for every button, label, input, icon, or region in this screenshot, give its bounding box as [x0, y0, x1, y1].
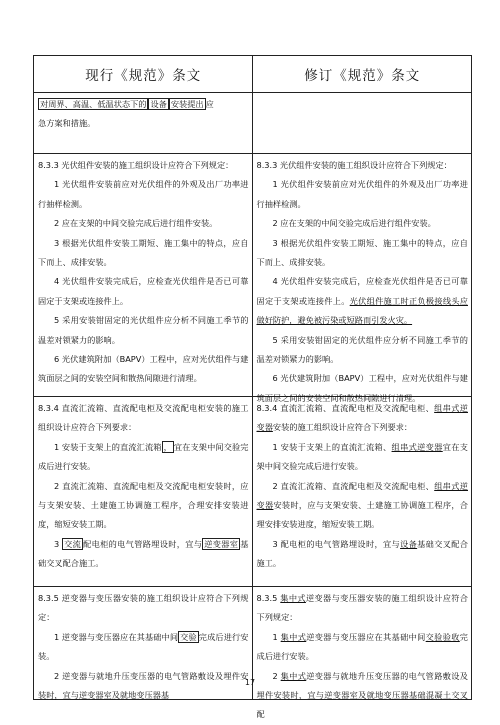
clause-paragraph — [38, 535, 249, 574]
clause-paragraph — [257, 477, 469, 535]
clause-text: 配电柜的电气管路埋设时，宜与 — [83, 538, 203, 549]
clause-text: 急方案和措施。 — [38, 118, 96, 129]
revised-text-underlined: 集中式 — [280, 593, 306, 603]
clause-paragraph — [38, 311, 249, 350]
clause-text: 安装时，应与支架安装、土建施工协调施工程序，合理安排安装进度，缩短安装工期。 — [256, 500, 468, 530]
clause-text: 5 采用安装钳固定的光伏组件应分析不同施工季节的温差对锁紧力的影响。 — [38, 315, 249, 345]
clause-text: 2 直流汇流箱、直流配电柜及交流配电柜、 — [272, 480, 435, 491]
clause-paragraph — [257, 272, 469, 330]
revised-text-underlined: 光伏组件施工时正负极接线头应做好防护，避免被污染或短路而引发火灾。 — [256, 295, 468, 326]
clause-text: 完成后进行安装。 — [256, 631, 468, 662]
clause-paragraph — [38, 156, 249, 175]
header-current-clause: 现行《规范》条文 — [34, 56, 253, 92]
clause-paragraph — [257, 667, 469, 725]
clause-text: 安装的施工组织设计应符合下列要求： — [272, 422, 413, 433]
clause-text: 宜在支架中间交验完成后进行安装。 — [38, 441, 249, 472]
clause-text: 8.3.5 — [256, 593, 281, 603]
clause-paragraph — [38, 477, 249, 535]
clause-paragraph — [38, 628, 249, 667]
clause-paragraph — [38, 589, 249, 628]
boxed-text: 交验 — [180, 631, 197, 642]
table-header-row — [34, 56, 471, 92]
clause-text: 4 光伏组件安装完成后，应检查光伏组件是否已可靠固定于支架或连接件上。 — [256, 276, 468, 306]
clause-text: 8.3.4 直流汇流箱、直流配电柜及交流配电柜、 — [256, 403, 435, 413]
clause-paragraph — [257, 628, 469, 667]
revised-clause-cell — [253, 93, 472, 153]
clause-paragraph — [257, 175, 469, 214]
clause-text: 3 配电柜的电气管路埋设时，宜与 — [272, 538, 401, 549]
clause-text: 2 逆变器与就地升压变压器的电气管路敷设及埋件安装时，宜与逆变器室及就地变压器基 — [38, 670, 249, 701]
boxed-text: 交流 — [64, 538, 82, 549]
clause-text: 2 — [272, 670, 281, 681]
clause-text: 逆变器与就地升压变压器的电气管路敷设及埋件安装时，宜与逆变器室及就地变压器基础混凝土交叉配 — [256, 670, 468, 720]
clause-paragraph — [257, 399, 469, 438]
clause-text: 5 采用安装钳固定的光伏组件应分析不同施工季节的温差对锁紧力的影响。 — [256, 334, 468, 365]
clause-text: 8.3.3 光伏组件安装的施工组织设计应符合下列规定： — [38, 160, 234, 170]
clause-text: 1 — [272, 631, 281, 642]
clause-paragraph — [257, 214, 469, 233]
clause-text: 2 直流汇流箱、直流配电柜及交流配电柜安装时，应与支架安装、土建施工协调施工程序，合理安排安装进度，缩短安装工期。 — [38, 480, 249, 530]
clause-paragraph — [257, 438, 469, 477]
clause-text: 基础交叉配合施工。 — [38, 538, 249, 569]
clause-text: 2 应在支架的中间交验完成后进行组件安装。 — [54, 218, 218, 229]
clause-text: 6 光伏建筑附加（BAPV）工程中，应对光伏组件与建筑面层之间的安装空间和散热间隙进行清理。 — [256, 373, 468, 403]
clause-paragraph — [38, 234, 249, 273]
table-row — [34, 153, 471, 403]
revised-clause-cell — [253, 397, 472, 586]
current-clause-cell — [34, 397, 253, 586]
revised-text-underlined: 组串式逆变器 — [256, 403, 468, 433]
clause-text: 1 光伏组件安装前应对光伏组件的外观及出厂功率进行抽样检测。 — [38, 179, 249, 209]
revised-text-underlined: 集中式 — [280, 670, 307, 681]
clause-text: 1 光伏组件安装前应对光伏组件的外观及出厂功率进行抽样检测。 — [256, 179, 468, 209]
clause-text: 宜在支架中间交验完成后进行安装。 — [256, 441, 468, 472]
clause-text: 3 — [54, 538, 63, 549]
clause-paragraph — [38, 114, 249, 133]
clause-text: 8.3.5 逆变器与变压器安装的施工组织设计应符合下列规定： — [38, 593, 249, 623]
clause-text: 基础交叉配合施工。 — [256, 538, 468, 569]
clause-text: 1 安装于支架上的直流汇流箱 — [54, 441, 162, 452]
clause-text: 8.3.3 光伏组件安装的施工组织设计应符合下列规定： — [256, 160, 452, 170]
boxed-text: ， — [163, 441, 172, 452]
header-revised-clause: 修订《规范》条文 — [304, 68, 421, 84]
revised-text-underlined: 组串式逆变器 — [256, 480, 468, 511]
boxed-text: 安装提出 — [170, 99, 204, 109]
revised-clause-cell — [253, 154, 472, 403]
clause-paragraph — [257, 331, 469, 370]
clause-paragraph — [38, 175, 249, 214]
current-clause-cell — [34, 93, 253, 153]
current-clause-cell — [34, 154, 253, 396]
clause-text: 完成后进行安装。 — [38, 631, 249, 662]
clause-paragraph — [257, 589, 469, 628]
clause-text: 1 安装于支架上的直流汇流箱、 — [272, 441, 392, 452]
page-number: 17 — [244, 678, 256, 687]
boxed-text: 设备 — [150, 99, 167, 109]
clause-text: 8.3.4 直流汇流箱、直流配电柜及交流配电柜安装的施工组织设计应符合下列要求： — [38, 403, 249, 433]
clause-paragraph — [38, 438, 249, 477]
clause-text: 应 — [205, 99, 214, 109]
clause-paragraph — [257, 234, 469, 273]
clause-text: 4 光伏组件安装完成后，应检查光伏组件是否已可靠固定于支架或连接件上。 — [38, 276, 249, 306]
clause-paragraph — [38, 399, 249, 438]
clause-paragraph — [38, 350, 249, 389]
table-row — [34, 396, 471, 586]
boxed-text: 对周界、高温、低温状态下的 — [40, 99, 147, 109]
clause-paragraph — [257, 156, 469, 175]
table-row — [34, 92, 471, 153]
revised-text-underlined: 组串式逆变器 — [391, 441, 443, 452]
comparison-table — [33, 55, 472, 720]
clause-text: 逆变器与变压器应在其基础中间 — [306, 631, 426, 642]
clause-text: 3 根据光伏组件安装工期短、施工集中的特点，应自下而上、成排安装。 — [38, 237, 249, 268]
clause-text: 逆变器与变压器安装的施工组织设计应符合下列规定： — [256, 593, 468, 623]
boxed-text: 逆变器室 — [204, 538, 239, 549]
revised-text-underlined: 集中式 — [280, 631, 307, 642]
clause-paragraph — [38, 272, 249, 311]
clause-text: 6 光伏建筑附加（BAPV）工程中，应对光伏组件与建筑面层之间的安装空间和散热间隙进行清理。 — [38, 354, 249, 384]
revised-text-underlined: 交验验收 — [425, 631, 460, 642]
clause-text: 3 根据光伏组件安装工期短、施工集中的特点，应自下而上、成排安装。 — [256, 237, 468, 268]
clause-text: 2 应在支架的中间交验完成后进行组件安装。 — [272, 218, 436, 229]
clause-text: 1 逆变器与变压器应在其基础中间 — [54, 631, 179, 642]
clause-paragraph — [38, 95, 249, 114]
revised-text-underlined: 设备 — [400, 538, 418, 549]
clause-paragraph — [38, 214, 249, 233]
clause-paragraph — [257, 535, 469, 574]
